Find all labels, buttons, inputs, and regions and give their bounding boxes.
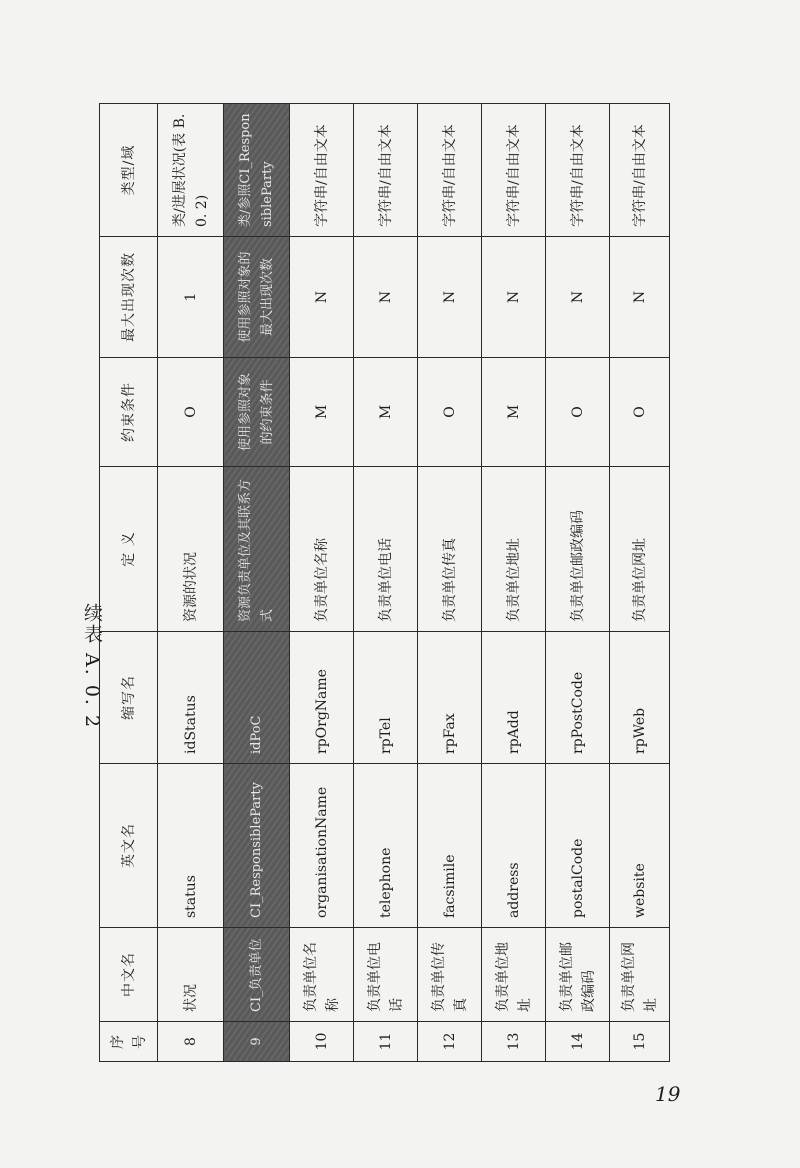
cell-type-domain: 字符串/自由文本 bbox=[418, 104, 482, 237]
cell-no: 11 bbox=[354, 1022, 418, 1062]
cell-definition: 资源的状况 bbox=[158, 467, 224, 632]
cell-type-domain: 字符串/自由文本 bbox=[354, 104, 418, 237]
header-no: 序号 bbox=[100, 1022, 158, 1062]
cell-definition: 负责单位传真 bbox=[418, 467, 482, 632]
table-row bbox=[546, 104, 610, 1062]
cell-chinese-name: 负责单位地址 bbox=[482, 928, 546, 1022]
table-row bbox=[224, 104, 290, 1062]
cell-max-occurrence: 使用参照对象的最大出现次数 bbox=[224, 237, 290, 358]
cell-chinese-name: 状况 bbox=[158, 928, 224, 1022]
header-max-occurrence: 最大出现次数 bbox=[100, 237, 158, 358]
cell-chinese-name: 负责单位电话 bbox=[354, 928, 418, 1022]
cell-short-name: rpWeb bbox=[610, 632, 670, 764]
table-row bbox=[290, 104, 354, 1062]
header-definition: 定 义 bbox=[100, 467, 158, 632]
cell-max-occurrence: N bbox=[546, 237, 610, 358]
cell-type-domain: 字符串/自由文本 bbox=[610, 104, 670, 237]
cell-type-domain: 类/参照CI_ResponsibleParty bbox=[224, 104, 290, 237]
cell-chinese-name: 负责单位网址 bbox=[610, 928, 670, 1022]
metadata-table bbox=[99, 103, 670, 1062]
header-short-name: 缩写名 bbox=[100, 632, 158, 764]
cell-obligation: O bbox=[610, 358, 670, 467]
cell-obligation: O bbox=[418, 358, 482, 467]
cell-no: 9 bbox=[224, 1022, 290, 1062]
cell-short-name: rpPostCode bbox=[546, 632, 610, 764]
table-row bbox=[610, 104, 670, 1062]
table-caption: 续表 A. 0. 2 bbox=[81, 603, 103, 730]
cell-chinese-name: 负责单位邮政编码 bbox=[546, 928, 610, 1022]
table-row bbox=[354, 104, 418, 1062]
table-row bbox=[158, 104, 224, 1062]
table-body bbox=[100, 104, 670, 1062]
cell-max-occurrence: N bbox=[290, 237, 354, 358]
cell-definition: 负责单位电话 bbox=[354, 467, 418, 632]
cell-english-name: telephone bbox=[354, 764, 418, 928]
cell-definition: 负责单位名称 bbox=[290, 467, 354, 632]
cell-no: 12 bbox=[418, 1022, 482, 1062]
cell-type-domain: 类/进展状况(表 B. 0. 2) bbox=[158, 104, 224, 237]
cell-english-name: address bbox=[482, 764, 546, 928]
cell-definition: 资源负责单位及其联系方式 bbox=[224, 467, 290, 632]
cell-chinese-name: 负责单位传真 bbox=[418, 928, 482, 1022]
cell-definition: 负责单位邮政编码 bbox=[546, 467, 610, 632]
table-row bbox=[418, 104, 482, 1062]
cell-definition: 负责单位地址 bbox=[482, 467, 546, 632]
cell-definition: 负责单位网址 bbox=[610, 467, 670, 632]
header-english-name: 英文名 bbox=[100, 764, 158, 928]
cell-no: 10 bbox=[290, 1022, 354, 1062]
cell-english-name: facsimile bbox=[418, 764, 482, 928]
cell-short-name: idStatus bbox=[158, 632, 224, 764]
cell-max-occurrence: N bbox=[354, 237, 418, 358]
cell-short-name: rpTel bbox=[354, 632, 418, 764]
cell-obligation: 使用参照对象的约束条件 bbox=[224, 358, 290, 467]
cell-no: 15 bbox=[610, 1022, 670, 1062]
header-chinese-name: 中文名 bbox=[100, 928, 158, 1022]
cell-english-name: postalCode bbox=[546, 764, 610, 928]
page-number: 19 bbox=[655, 1082, 681, 1106]
cell-no: 13 bbox=[482, 1022, 546, 1062]
cell-obligation: M bbox=[482, 358, 546, 467]
cell-max-occurrence: N bbox=[482, 237, 546, 358]
cell-obligation: M bbox=[354, 358, 418, 467]
cell-short-name: rpOrgName bbox=[290, 632, 354, 764]
cell-english-name: organisationName bbox=[290, 764, 354, 928]
cell-short-name: idPoC bbox=[224, 632, 290, 764]
cell-english-name: status bbox=[158, 764, 224, 928]
cell-obligation: M bbox=[290, 358, 354, 467]
cell-obligation: O bbox=[546, 358, 610, 467]
cell-type-domain: 字符串/自由文本 bbox=[290, 104, 354, 237]
cell-short-name: rpFax bbox=[418, 632, 482, 764]
cell-english-name: CI_ResponsibleParty bbox=[224, 764, 290, 928]
cell-obligation: O bbox=[158, 358, 224, 467]
cell-type-domain: 字符串/自由文本 bbox=[482, 104, 546, 237]
cell-short-name: rpAdd bbox=[482, 632, 546, 764]
cell-no: 8 bbox=[158, 1022, 224, 1062]
header-obligation: 约束条件 bbox=[100, 358, 158, 467]
table-rotation-wrapper bbox=[99, 104, 669, 1062]
cell-chinese-name: CI_负责单位 bbox=[224, 928, 290, 1022]
table-header-row bbox=[100, 104, 158, 1062]
cell-max-occurrence: 1 bbox=[158, 237, 224, 358]
cell-chinese-name: 负责单位名称 bbox=[290, 928, 354, 1022]
cell-max-occurrence: N bbox=[418, 237, 482, 358]
table-row bbox=[482, 104, 546, 1062]
cell-type-domain: 字符串/自由文本 bbox=[546, 104, 610, 237]
cell-english-name: website bbox=[610, 764, 670, 928]
cell-no: 14 bbox=[546, 1022, 610, 1062]
header-type-domain: 类型/域 bbox=[100, 104, 158, 237]
cell-max-occurrence: N bbox=[610, 237, 670, 358]
